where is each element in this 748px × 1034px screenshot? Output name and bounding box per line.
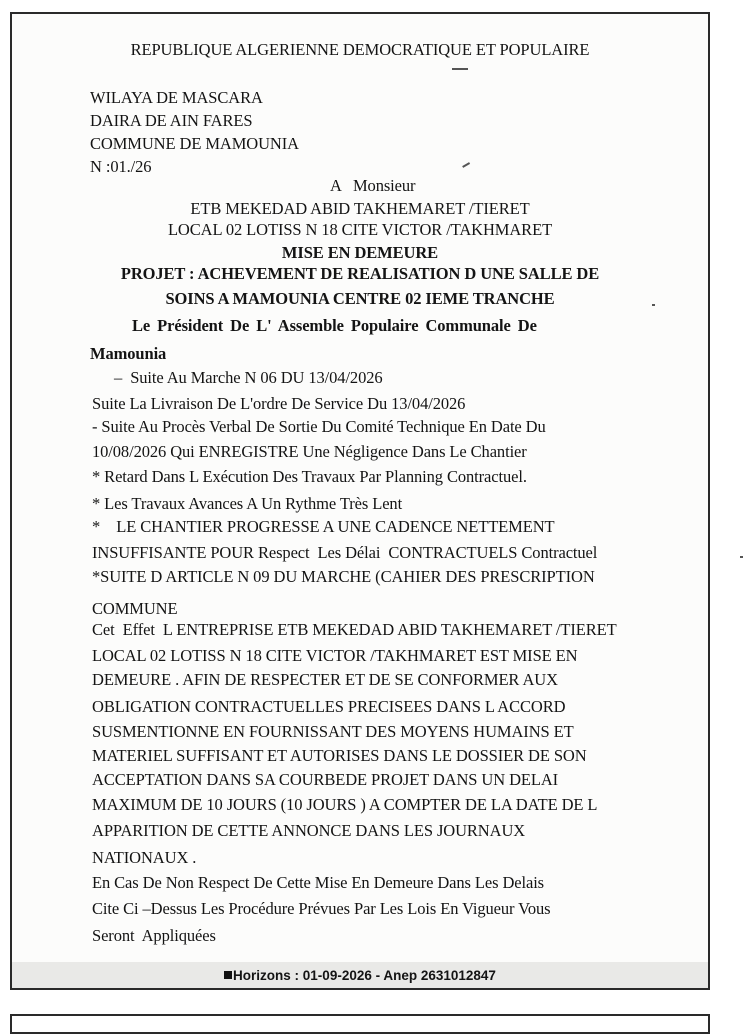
scan-mark	[740, 556, 743, 558]
recipient-company: ETB MEKEDAD ABID TAKHEMARET /TIERET	[190, 199, 530, 218]
scan-mark	[452, 68, 468, 70]
project-line-2: SOINS A MAMOUNIA CENTRE 02 IEME TRANCHE	[165, 289, 555, 308]
document-title: MISE EN DEMEURE	[281, 243, 439, 262]
body-line: SUSMENTIONNE EN FOURNISSANT DES MOYENS HUMAINS ET	[92, 722, 574, 741]
body-line: NATIONAUX .	[92, 848, 197, 867]
wilaya-line: WILAYA DE MASCARA	[90, 88, 263, 107]
president-line-2: Mamounia	[90, 344, 167, 363]
body-line: * LE CHANTIER PROGRESSE A UNE CADENCE NETTEMENT	[92, 517, 555, 536]
body-line: DEMEURE . AFIN DE RESPECTER ET DE SE CONFORMER AUX	[92, 670, 558, 689]
body-line: En Cas De Non Respect De Cette Mise En Demeure Dans Les Delais	[92, 873, 545, 892]
body-line: Cite Ci –Dessus Les Procédure Prévues Par Les Lois En Vigueur Vous	[92, 899, 551, 918]
project-line-1: PROJET : ACHEVEMENT DE REALISATION D UNE SALLE DE	[120, 264, 600, 283]
body-line: APPARITION DE CETTE ANNONCE DANS LES JOURNAUX	[92, 821, 526, 840]
body-line: * Les Travaux Avances A Un Rythme Très Lent	[92, 494, 403, 513]
recipient-address: LOCAL 02 LOTISS N 18 CITE VICTOR /TAKHMARET	[167, 220, 553, 239]
reference-number: N :01./26	[90, 157, 152, 176]
body-line: 10/08/2026 Qui ENREGISTRE Une Négligence Dans Le Chantier	[92, 442, 527, 461]
salutation: A Monsieur	[330, 176, 416, 195]
body-line: - Suite Au Procès Verbal De Sortie Du Comité Technique En Date Du	[92, 417, 546, 436]
body-line: Cet Effet L ENTREPRISE ETB MEKEDAD ABID TAKHEMARET /TIERET	[92, 620, 617, 639]
commune-line: COMMUNE DE MAMOUNIA	[90, 134, 299, 153]
next-notice-frame	[10, 1014, 710, 1034]
republic-heading: REPUBLIQUE ALGERIENNE DEMOCRATIQUE ET POPULAIRE	[130, 40, 590, 59]
president-line-1: Le Président De L' Assemble Populaire Communale De	[132, 316, 537, 335]
body-line: OBLIGATION CONTRACTUELLES PRECISEES DANS L ACCORD	[92, 697, 566, 716]
square-bullet-icon	[224, 971, 232, 979]
publication-footer	[12, 966, 708, 986]
body-line: Seront Appliquées	[92, 926, 216, 945]
body-line: INSUFFISANTE POUR Respect Les Délai CONTRACTUELS Contractuel	[92, 543, 598, 562]
daira-line: DAIRA DE AIN FARES	[90, 111, 253, 130]
body-line: COMMUNE	[92, 599, 178, 618]
body-line: ACCEPTATION DANS SA COURBEDE PROJET DANS UN DELAI	[92, 770, 559, 789]
body-line: Suite La Livraison De L'ordre De Service Du 13/04/2026	[92, 394, 466, 413]
footer-text: Horizons : 01-09-2026 - Anep 2631012847	[233, 968, 496, 983]
body-line: LOCAL 02 LOTISS N 18 CITE VICTOR /TAKHMARET EST MISE EN	[92, 646, 578, 665]
body-line: *SUITE D ARTICLE N 09 DU MARCHE (CAHIER DES PRESCRIPTION	[92, 567, 595, 586]
body-line: MATERIEL SUFFISANT ET AUTORISES DANS LE DOSSIER DE SON	[92, 746, 587, 765]
body-line: * Retard Dans L Exécution Des Travaux Par Planning Contractuel.	[92, 467, 527, 486]
body-line: – Suite Au Marche N 06 DU 13/04/2026	[114, 368, 383, 387]
body-line: MAXIMUM DE 10 JOURS (10 JOURS ) A COMPTER DE LA DATE DE L	[92, 795, 598, 814]
